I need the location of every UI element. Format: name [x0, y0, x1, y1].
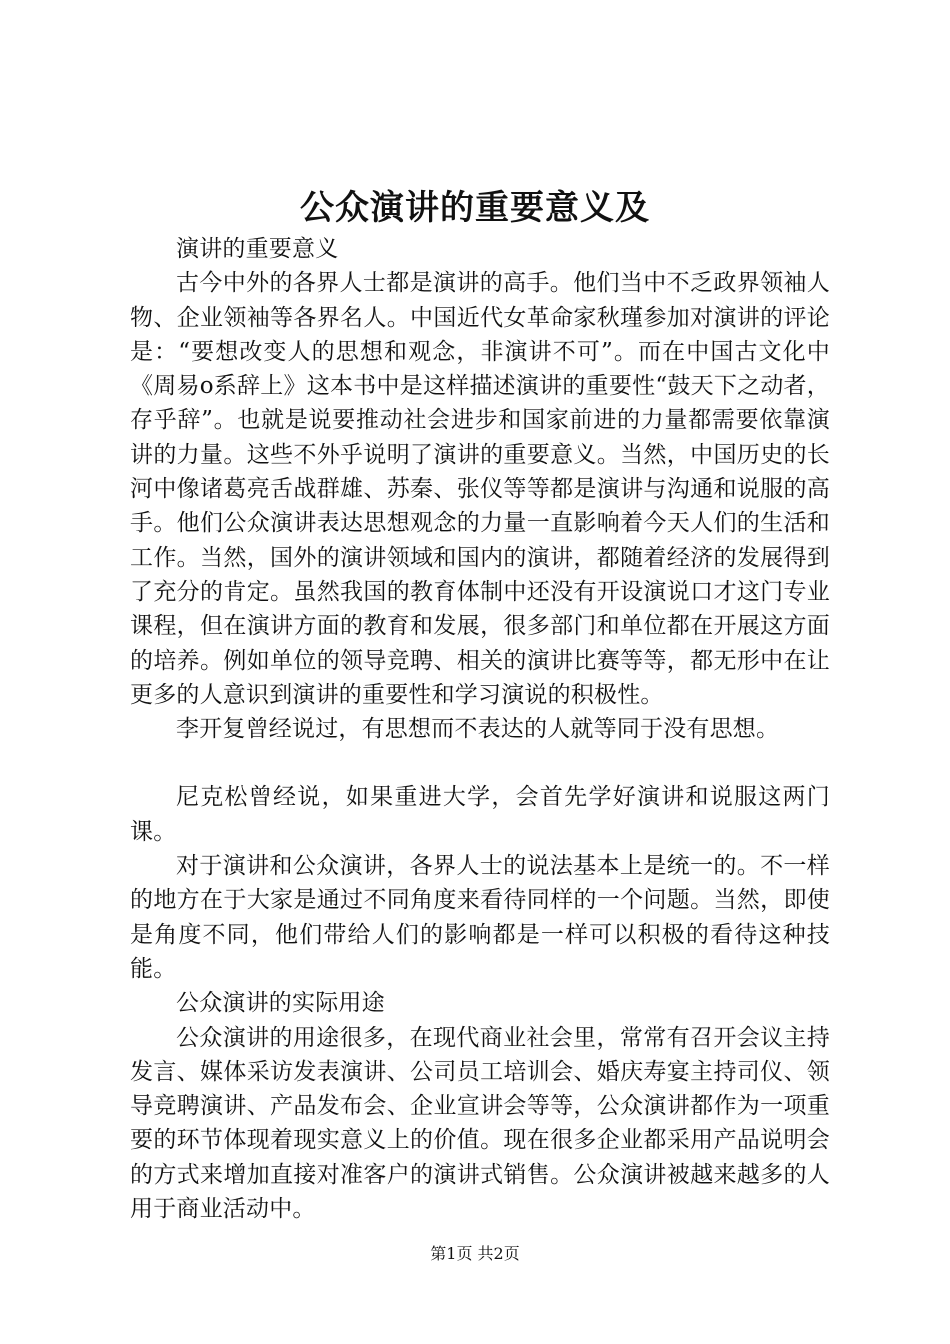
page-number: 第1页 共2页	[430, 1244, 520, 1263]
body-paragraph: 尼克松曾经说，如果重进大学，会首先学好演讲和说服这两门课。	[130, 784, 830, 845]
body-paragraph: 古今中外的各界人士都是演讲的高手。他们当中不乏政界领袖人物、企业领袖等各界名人。中国近代女革命家秋瑾参加对演讲的评论是：“要想改变人的思想和观念，非演讲不可”。而在中国古文化中《周易o系辞上》这本书中是这样描述演讲的重要性“鼓天下之动者，存乎辞”。也就是说要推动社会进步和国家前进的力量都需要依靠演讲的力量。这些不外乎说明了演讲的重要意义。当然，中国历史的长河中像诸葛亮舌战群雄、苏秦、张仪等等都是演讲与沟通和说服的高手。他们公众演讲表达思想观念的力量一直影响着今天人们的生活和工作。当然，国外的演讲领域和国内的演讲，都随着经济的发展得到了充分的肯定。虽然我国的教育体制中还没有开设演说口才这门专业课程，但在演讲方面的教育和发展，很多部门和单位都在开展这方面的培养。例如单位的领导竞聘、相关的演讲比赛等等，都无形中在让更多的人意识到演讲的重要性和学习演说的积极性。	[130, 270, 830, 708]
section-heading-importance: 演讲的重要意义	[176, 236, 339, 262]
document-title: 公众演讲的重要意义及	[300, 188, 650, 228]
body-paragraph: 对于演讲和公众演讲，各界人士的说法基本上是统一的。不一样的地方在于大家是通过不同角度来看待同样的一个问题。当然，即使是角度不同，他们带给人们的影响都是一样可以积极的看待这种技能。	[130, 853, 830, 982]
document-body	[130, 232, 830, 1226]
section-heading-uses: 公众演讲的实际用途	[176, 990, 385, 1017]
body-paragraph: 公众演讲的用途很多，在现代商业社会里，常常有召开会议主持发言、媒体采访发表演讲、公司员工培训会、婚庆寿宴主持司仪、领导竞聘演讲、产品发布会、企业宣讲会等等，公众演讲都作为一项重要的环节体现着现实意义上的价值。现在很多企业都采用产品说明会的方式来增加直接对准客户的演讲式销售。公众演讲被越来越多的人用于商业活动中。	[130, 1024, 830, 1223]
body-paragraph: 李开复曾经说过，有思想而不表达的人就等同于没有思想。	[176, 716, 780, 743]
